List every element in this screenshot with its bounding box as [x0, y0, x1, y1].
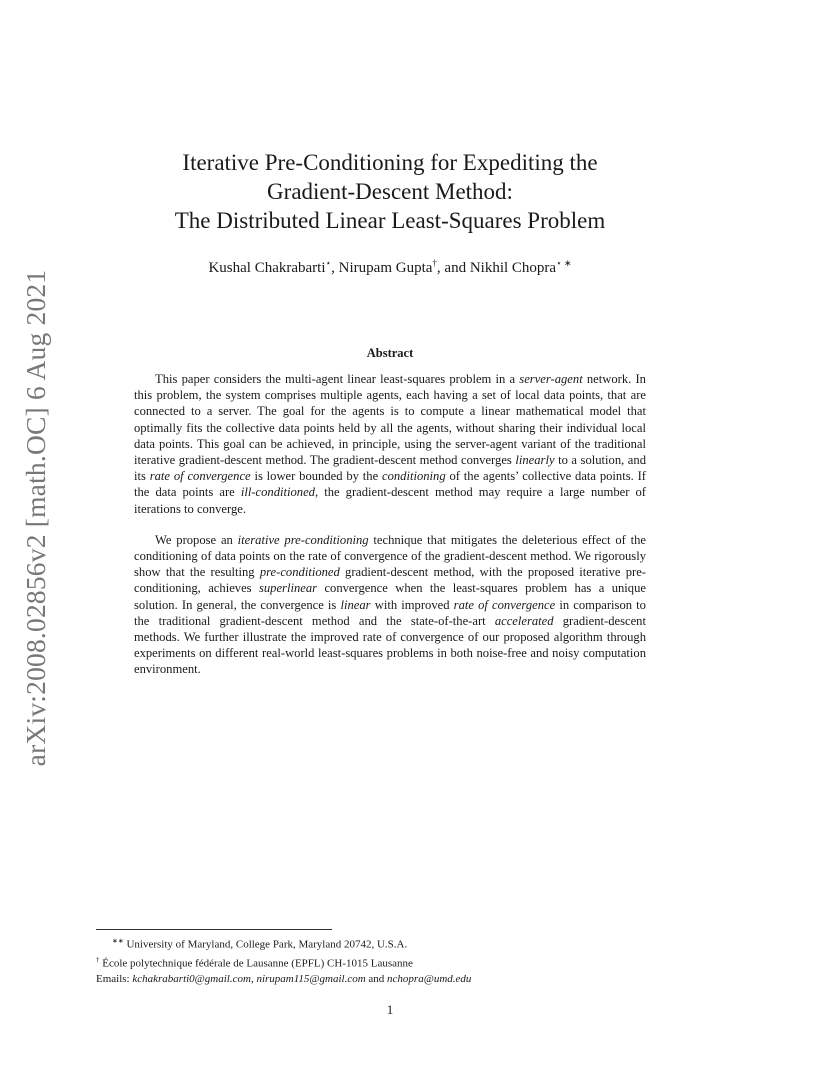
- paper-title: [150, 148, 630, 235]
- title-line-3: The Distributed Linear Least-Squares Problem: [174, 208, 606, 233]
- footnote-affiliation-1: [96, 934, 696, 953]
- author-3-mark: ⋆ ∗: [556, 258, 572, 268]
- footnote-mark: †: [96, 956, 100, 965]
- author-list: [150, 258, 630, 277]
- abstract-emphasis: conditioning: [381, 469, 446, 484]
- author-1-mark: ⋆: [325, 258, 332, 268]
- arxiv-identifier-text: arXiv:2008.02856v2 [math.OC] 6 Aug 2021: [20, 269, 51, 767]
- abstract-emphasis: linearly: [515, 453, 555, 468]
- abstract-text: with improved: [370, 597, 454, 612]
- email-link[interactable]: kchakrabarti0@gmail.com: [132, 973, 251, 986]
- title-line-2: Gradient-Descent Method:: [267, 179, 513, 204]
- email-separator: and: [365, 973, 388, 986]
- abstract-text: We propose an: [155, 532, 238, 547]
- email-separator: ,: [250, 973, 257, 986]
- abstract-text: convergence when the least-squares problem has a unique solution. In general, the convergence is: [134, 581, 646, 612]
- abstract-paragraph-1: [134, 371, 646, 517]
- footnote-affiliation-2: [96, 953, 696, 972]
- author-separator-1: ,: [331, 260, 339, 276]
- footnote-mark: ∗∗: [112, 937, 124, 945]
- abstract-text: in comparison to the traditional gradient-descent method and the state-of-the-art: [134, 597, 646, 628]
- abstract-emphasis: superlinear: [258, 581, 318, 596]
- abstract-text: This paper considers the multi-agent linear least-squares problem in a: [155, 372, 520, 386]
- footnotes: [96, 934, 696, 988]
- abstract-emphasis: ill-conditioned,: [240, 485, 319, 500]
- abstract-text: gradient-descent methods. We further illustrate the improved rate of convergence of our proposed algorithm through experiments on different real-world least-squares problems in both noise-free and noisy computation environment.: [134, 613, 646, 677]
- title-line-1: Iterative Pre-Conditioning for Expediting the: [182, 150, 598, 175]
- email-link[interactable]: nchopra@umd.edu: [387, 973, 472, 986]
- abstract-emphasis: linear: [340, 597, 371, 612]
- author-2-mark: †: [432, 258, 437, 268]
- email-link[interactable]: nirupam115@gmail.com: [256, 973, 366, 986]
- abstract-emphasis: iterative pre-conditioning: [237, 532, 369, 547]
- abstract-text: to a solution, and its: [134, 453, 646, 484]
- abstract-text: network. In this problem, the system comprises multiple agents, each having a set of local data points, that are connected to a server. The goal for the agents is to compute a linear mathematical model that optimally fits the collective data points held by all the agents, without sharing their individual local data points. This goal can be achieved, in principle, using the server-agent variant of the traditional iterative gradient-descent method. The gradient-descent method converges: [134, 372, 646, 468]
- footnote-divider: [96, 929, 332, 930]
- abstract-text: is lower bounded by the: [250, 469, 382, 484]
- abstract-emphasis: rate of convergence: [149, 469, 251, 484]
- abstract-emphasis: server-agent: [519, 372, 583, 386]
- footnote-text: University of Maryland, College Park, Maryland 20742, U.S.A.: [123, 938, 408, 951]
- emails-label: Emails:: [96, 973, 133, 986]
- page-number: 1: [386, 1002, 394, 1017]
- footnote-text: École polytechnique fédérale de Lausanne (EPFL) CH-1015 Lausanne: [99, 957, 413, 970]
- abstract-emphasis: pre-conditioned: [259, 565, 340, 580]
- abstract-heading: Abstract: [366, 346, 414, 360]
- abstract-emphasis: accelerated: [494, 613, 554, 628]
- abstract-text: technique that mitigates the deleterious effect of the conditioning of data points on the rate of convergence of the gradient-descent method. We rigorously show that the resulting: [134, 532, 647, 580]
- abstract-paragraph-2: [134, 532, 646, 678]
- author-name-2: Nirupam Gupta: [338, 260, 433, 276]
- abstract-text: gradient-descent method, with the proposed iterative pre-conditioning, achieves: [134, 565, 646, 596]
- author-name-1: Kushal Chakrabarti: [208, 260, 326, 276]
- abstract-text: of the agents’ collective data points. If the data points are: [134, 469, 646, 500]
- abstract-emphasis: rate of convergence: [453, 597, 556, 612]
- footnote-emails: [96, 972, 696, 988]
- author-name-3: Nikhil Chopra: [469, 260, 557, 276]
- abstract-text: the gradient-descent method may require a large number of iterations to converge.: [134, 485, 646, 516]
- abstract-body: [134, 371, 646, 693]
- author-separator-2: , and: [436, 260, 470, 276]
